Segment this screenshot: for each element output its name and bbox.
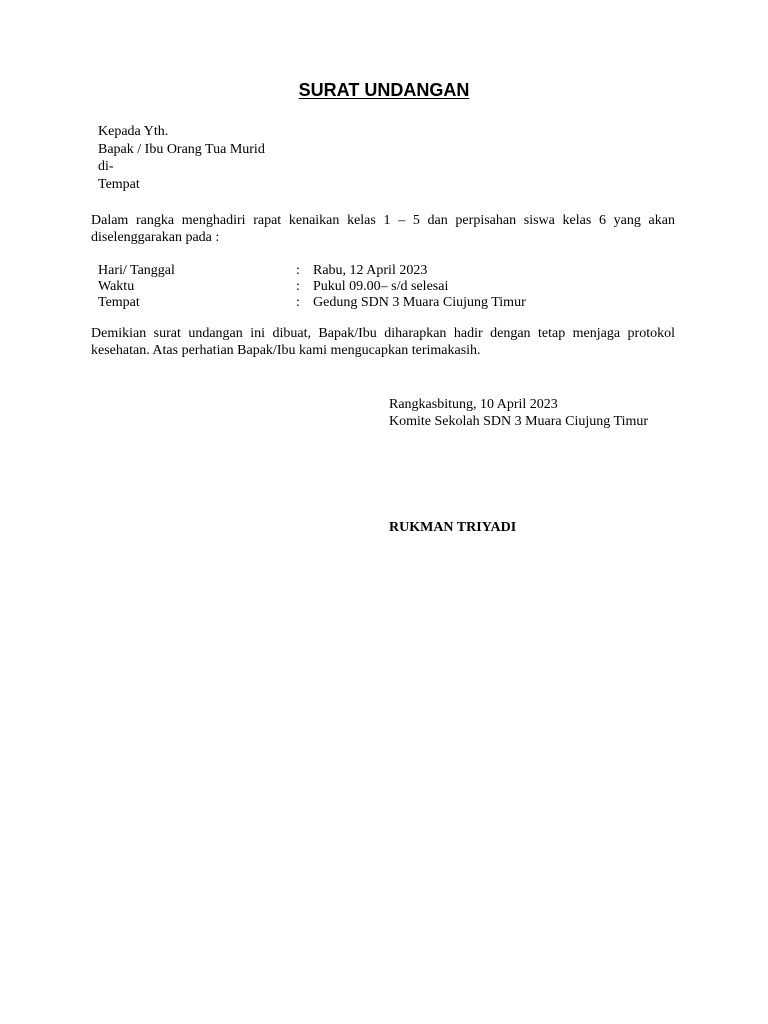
detail-colon: : [296,279,300,294]
organization-name: Komite Sekolah SDN 3 Muara Ciujung Timur [389,414,649,429]
detail-row-time [98,279,526,295]
signer-name: RUKMAN TRIYADI [389,520,517,535]
place-date: Rangkasbitung, 10 April 2023 [389,397,558,412]
detail-colon: : [296,263,300,278]
detail-colon: : [296,295,300,310]
signature-block [389,396,648,430]
detail-row-date [98,263,526,279]
detail-label: Tempat [98,295,140,310]
letter-title: SURAT UNDANGAN [298,80,470,100]
event-details [98,263,526,311]
recipient-block [98,123,265,193]
detail-value: Gedung SDN 3 Muara Ciujung Timur [313,295,526,310]
detail-label: Waktu [98,279,135,294]
closing-paragraph: Demikian surat undangan ini dibuat, Bapak/Ibu diharapkan hadir dengan tetap menjaga protokol kesehatan. Atas perhatian Bapak/Ibu kami mengucapkan terimakasih. [91,326,675,358]
detail-label: Hari/ Tanggal [98,263,175,278]
detail-value: Pukul 09.00– s/d selesai [313,279,449,294]
detail-value: Rabu, 12 April 2023 [313,263,428,278]
recipient-place: Tempat [98,176,140,192]
detail-row-place [98,295,526,311]
intro-paragraph: Dalam rangka menghadiri rapat kenaikan kelas 1 – 5 dan perpisahan siswa kelas 6 yang akan diselenggarakan pada : [91,213,675,245]
recipient-salutation: Kepada Yth. [98,124,169,139]
recipient-di: di- [98,159,114,174]
recipient-name: Bapak / Ibu Orang Tua Murid [98,141,265,157]
